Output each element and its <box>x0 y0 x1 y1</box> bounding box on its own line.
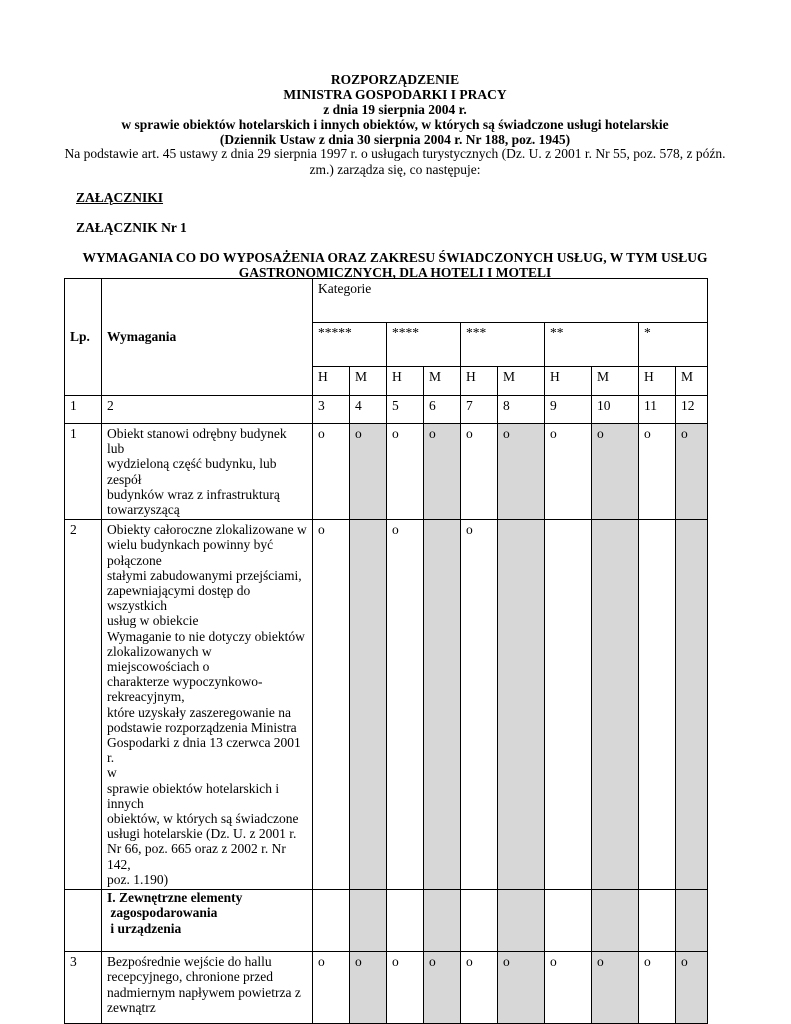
column-number: 4 <box>350 396 387 424</box>
requirement-mark <box>676 520 708 890</box>
requirement-mark <box>387 890 424 952</box>
requirement-mark: o <box>387 424 424 520</box>
section-heading-line: zagospodarowania <box>107 905 218 921</box>
table-row <box>65 424 708 520</box>
column-number: 1 <box>65 396 102 424</box>
requirement-mark <box>498 520 545 890</box>
requirement-mark <box>592 520 639 890</box>
subheader-h: H <box>387 367 424 396</box>
table-row <box>65 952 708 1024</box>
row-lp: 2 <box>65 520 102 890</box>
requirement-mark <box>424 520 461 890</box>
requirement-mark <box>676 890 708 952</box>
requirement-mark: o <box>350 952 387 1024</box>
row-requirement <box>102 952 313 1024</box>
subheader-m: M <box>592 367 639 396</box>
column-number: 9 <box>545 396 592 424</box>
requirement-text-line: wydzieloną część budynku, lub zespół <box>107 456 277 487</box>
requirement-text-line: recepcyjnego, chronione przed <box>107 969 274 985</box>
row-requirement <box>102 520 313 890</box>
row-lp: 3 <box>65 952 102 1024</box>
subheader-h: H <box>639 367 676 396</box>
requirement-mark: o <box>387 520 424 890</box>
requirement-text-line: Nr 66, poz. 665 oraz z 2002 r. Nr 142, <box>107 841 286 872</box>
col-requirements-header: Wymagania <box>102 279 313 396</box>
table-header-row <box>65 279 708 323</box>
requirement-mark: o <box>676 952 708 1024</box>
requirement-text-line: które uzyskały zaszeregowanie na <box>107 704 292 720</box>
requirement-text-line: Gospodarki z dnia 13 czerwca 2001 r. <box>107 735 301 766</box>
requirement-text-line: połączone <box>107 552 162 568</box>
subheader-h: H <box>545 367 592 396</box>
row-requirement <box>102 424 313 520</box>
date-heading: z dnia 19 sierpnia 2004 r. <box>323 102 467 117</box>
requirement-text-line: obiektów, w których są świadczone <box>107 811 299 827</box>
row-requirement <box>102 890 313 952</box>
subheader-h: H <box>313 367 350 396</box>
column-number: 12 <box>676 396 708 424</box>
requirement-text-line: podstawie rozporządzenia Ministra <box>107 719 297 735</box>
requirement-mark: o <box>461 424 498 520</box>
requirement-text-line: zlokalizowanych w miejscowościach o <box>107 643 212 675</box>
requirement-mark <box>461 890 498 952</box>
requirement-mark: o <box>313 520 350 890</box>
requirement-text-line: stałymi zabudowanymi przejściami, <box>107 567 302 583</box>
requirement-mark: o <box>498 424 545 520</box>
subheader-m: M <box>424 367 461 396</box>
requirement-mark <box>350 890 387 952</box>
requirement-mark: o <box>424 952 461 1024</box>
requirement-text-line: towarzyszącą <box>107 502 180 518</box>
requirement-mark <box>313 890 350 952</box>
requirement-text-line: budynków wraz z infrastrukturą <box>107 486 280 502</box>
requirement-mark: o <box>461 952 498 1024</box>
requirement-text-line: charakterze wypoczynkowo- <box>107 674 263 690</box>
requirement-text-line: Obiekt stanowi odrębny budynek lub <box>107 426 287 457</box>
subheader-h: H <box>461 367 498 396</box>
requirement-text-line: sprawie obiektów hotelarskich i <box>107 780 280 796</box>
col-lp-header: Lp. <box>65 279 102 396</box>
section-heading-line: I. Zewnętrzne elementy <box>107 890 243 906</box>
requirement-text-line: zewnątrz <box>107 999 156 1015</box>
requirement-mark: o <box>350 424 387 520</box>
requirement-text-line: usług w obiekcie <box>107 613 199 629</box>
requirement-mark <box>545 890 592 952</box>
requirement-mark: o <box>387 952 424 1024</box>
requirement-mark: o <box>545 952 592 1024</box>
attachment-number: ZAŁĄCZNIK Nr 1 <box>76 220 187 235</box>
subject-heading: w sprawie obiektów hotelarskich i innych obiektów, w których są świadczone usługi hotelarskie <box>121 117 669 132</box>
requirement-mark: o <box>592 424 639 520</box>
subheader-m: M <box>350 367 387 396</box>
subheader-m: M <box>676 367 708 396</box>
attachments-heading: ZAŁĄCZNIKI <box>76 190 164 205</box>
column-number: 8 <box>498 396 545 424</box>
requirement-mark: o <box>498 952 545 1024</box>
table-row <box>65 890 708 952</box>
table-title-line1: WYMAGANIA CO DO WYPOSAŻENIA ORAZ ZAKRESU ŚWIADCZONYCH USŁUG, W TYM USŁUG <box>82 250 708 265</box>
issuer-heading: MINISTRA GOSPODARKI I PRACY <box>283 87 507 102</box>
requirement-mark <box>545 520 592 890</box>
column-number: 2 <box>102 396 313 424</box>
table-title-line2: GASTRONOMICZNYCH, DLA HOTELI I MOTELI <box>238 265 552 280</box>
requirement-text-line: zapewniającymi dostęp do wszystkich <box>107 583 251 614</box>
requirement-text-line: Obiekty całoroczne zlokalizowane w <box>107 522 307 538</box>
requirement-mark <box>639 520 676 890</box>
category-3: *** <box>461 323 545 367</box>
table-row <box>65 520 708 890</box>
requirement-text-line: wielu budynkach powinny być <box>107 537 274 553</box>
column-number: 5 <box>387 396 424 424</box>
requirements-table <box>64 278 708 1024</box>
category-2: **** <box>387 323 461 367</box>
column-number: 3 <box>313 396 350 424</box>
requirement-text-line: usługi hotelarskie (Dz. U. z 2001 r. <box>107 826 297 842</box>
requirement-mark <box>592 890 639 952</box>
row-lp <box>65 890 102 952</box>
requirement-text-line: innych <box>107 795 144 811</box>
column-number: 7 <box>461 396 498 424</box>
subheader-m: M <box>498 367 545 396</box>
requirement-mark: o <box>424 424 461 520</box>
journal-reference: (Dziennik Ustaw z dnia 30 sierpnia 2004 r. Nr 188, poz. 1945) <box>219 132 571 147</box>
requirement-text-line: nadmiernym napływem powietrza z <box>107 984 301 1000</box>
section-heading-line: i urządzenia <box>107 920 182 936</box>
requirement-text-line: Bezpośrednie wejście do hallu <box>107 954 272 970</box>
requirement-mark <box>498 890 545 952</box>
requirement-mark: o <box>545 424 592 520</box>
category-5: * <box>639 323 708 367</box>
row-lp: 1 <box>65 424 102 520</box>
requirement-text-line: poz. 1.190) <box>107 871 169 887</box>
requirement-mark: o <box>461 520 498 890</box>
categories-header: Kategorie <box>313 279 708 323</box>
requirement-mark: o <box>676 424 708 520</box>
requirement-mark <box>424 890 461 952</box>
requirement-mark: o <box>313 952 350 1024</box>
requirement-mark: o <box>639 952 676 1024</box>
column-number: 6 <box>424 396 461 424</box>
intro-paragraph: Na podstawie art. 45 ustawy z dnia 29 sierpnia 1997 r. o usługach turystycznych (Dz. U. z 2001 r. Nr 55, poz. 578, z późn. zm.) zarządza się, co następuje: <box>64 146 726 177</box>
requirement-mark <box>639 890 676 952</box>
requirement-mark <box>350 520 387 890</box>
requirement-text-line: Wymaganie to nie dotyczy obiektów <box>107 628 305 644</box>
requirement-mark: o <box>639 424 676 520</box>
requirement-mark: o <box>313 424 350 520</box>
category-4: ** <box>545 323 639 367</box>
column-numbering-row <box>65 396 708 424</box>
requirement-mark: o <box>592 952 639 1024</box>
category-1: ***** <box>313 323 387 367</box>
doc-type-heading: ROZPORZĄDZENIE <box>330 72 460 87</box>
requirements-table-body <box>65 279 708 1024</box>
column-number: 10 <box>592 396 639 424</box>
requirement-text-line: w <box>107 765 117 781</box>
column-number: 11 <box>639 396 676 424</box>
requirement-text-line: rekreacyjnym, <box>107 689 185 705</box>
